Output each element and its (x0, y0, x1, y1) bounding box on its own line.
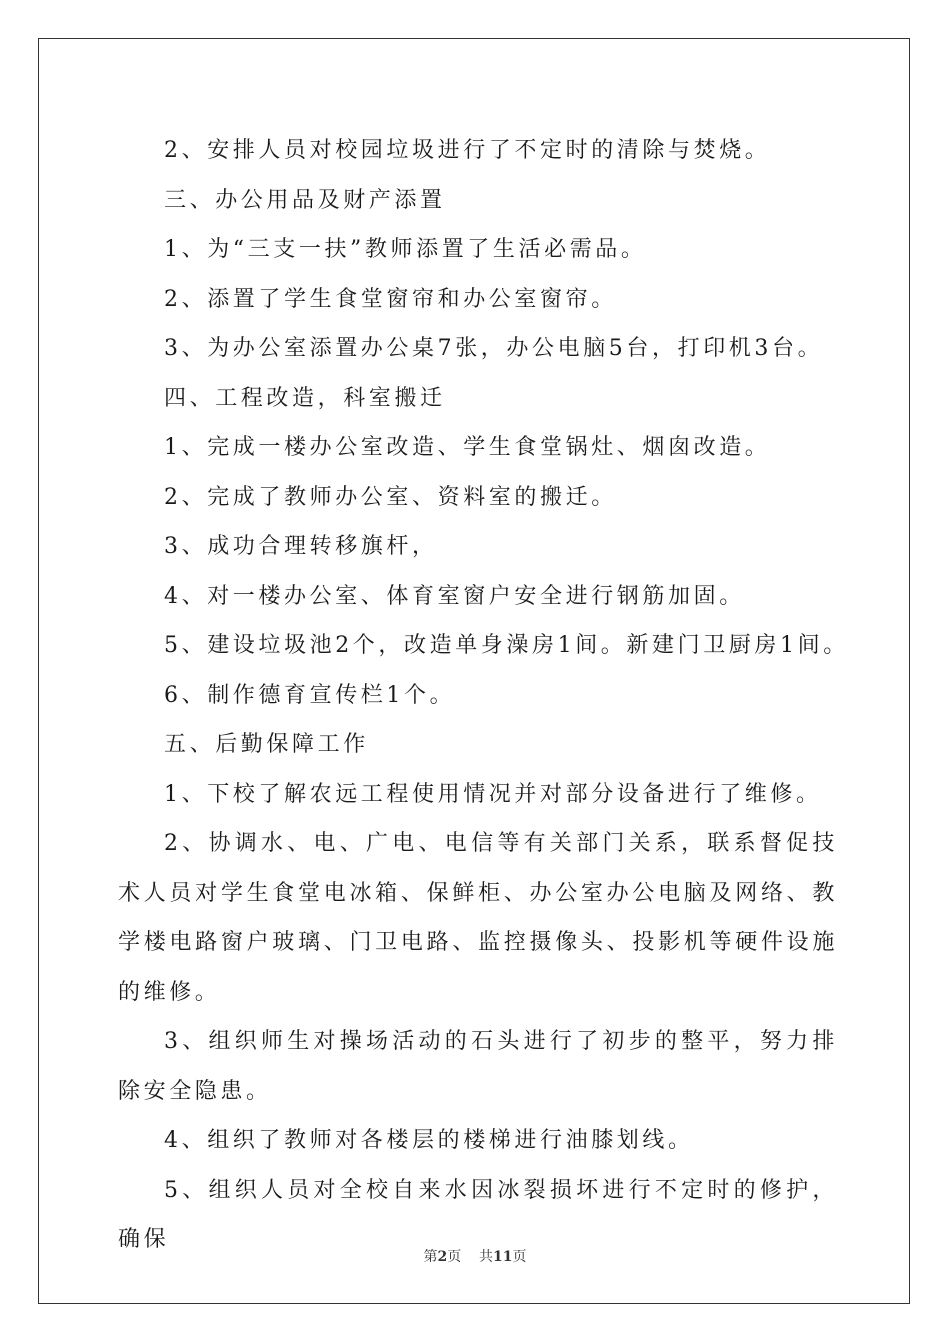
paragraph: 1、为“三支一扶”教师添置了生活必需品。 (164, 237, 647, 262)
paragraph: 3、组织师生对操场活动的石头进行了初步的整平，努力排除安全隐患。 (118, 1029, 838, 1104)
paragraph: 6、制作德育宣传栏1个。 (164, 682, 456, 708)
section-heading: 三、办公用品及财产添置 (164, 187, 446, 213)
section-heading: 四、工程改造，科室搬迁 (164, 385, 446, 411)
paragraph: 4、组织了教师对各楼层的楼梯进行油膝划线。 (164, 1128, 694, 1153)
paragraph: 3、成功合理转移旗杆， (164, 534, 438, 559)
paragraph: 1、完成一楼办公室改造、学生食堂锅灶、烟囱改造。 (164, 435, 771, 460)
paragraph: 2、添置了学生食堂窗帘和办公室窗帘。 (164, 286, 617, 312)
paragraph: 3、为办公室添置办公桌7张，办公电脑5台，打印机3台。 (164, 336, 824, 361)
footer-page-number: 2 (437, 1249, 448, 1265)
paragraph: 2、协调水、电、广电、电信等有关部门关系，联系督促技术人员对学生食堂电冰箱、保鲜柜、办公室办公电脑及网络、教学楼电路窗户玻璃、门卫电路、监控摄像头、投影机等硬件设施的维修。 (118, 831, 838, 1005)
paragraph: 4、对一楼办公室、体育室窗户安全进行钢筋加固。 (164, 583, 745, 609)
document-body (118, 126, 849, 1265)
footer-total-pages: 11 (493, 1249, 513, 1265)
footer-total-suffix: 页 (512, 1249, 527, 1265)
section-heading: 五、后勤保障工作 (164, 732, 369, 757)
paragraph: 5、组织人员对全校自来水因冰裂损坏进行不定时的修护，确保 (118, 1177, 838, 1252)
footer-total-prefix: 共 (479, 1249, 494, 1265)
page-footer (0, 1246, 950, 1266)
paragraph: 5、建设垃圾池2个，改造单身澡房1间。新建门卫厨房1间。 (164, 633, 849, 658)
paragraph: 2、完成了教师办公室、资料室的搬迁。 (164, 484, 617, 510)
paragraph: 2、安排人员对校园垃圾进行了不定时的清除与焚烧。 (164, 138, 771, 163)
footer-page-prefix: 第 (423, 1249, 438, 1265)
footer-page-suffix: 页 (447, 1249, 462, 1265)
paragraph: 1、下校了解农远工程使用情况并对部分设备进行了维修。 (164, 781, 822, 807)
